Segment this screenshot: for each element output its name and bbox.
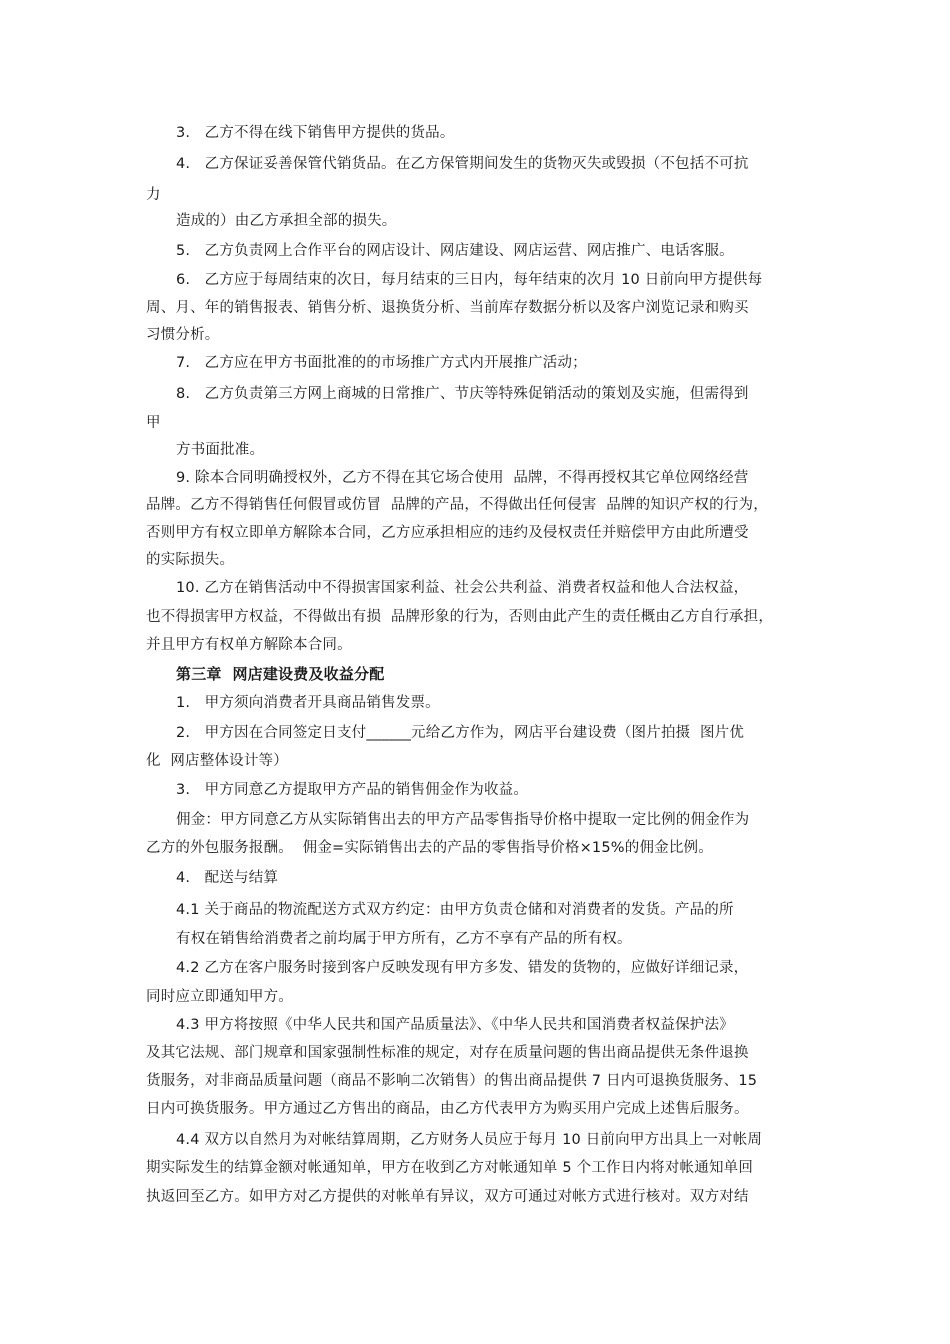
clause-5-text: 5. 乙方负责网上合作平台的网店设计、网店建设、网店运营、网店推广、电话客服。 — [176, 243, 734, 259]
clause-6-line-3: 习惯分析。 — [146, 327, 220, 343]
ch3-clause-2-text: 2. 甲方因在合同签定日支付______元给乙方作为，网店平台建设费（图片拍摄 图片优 — [176, 725, 745, 741]
ch3-clause-1-text: 1. 甲方须向消费者开具商品销售发票。 — [176, 695, 440, 711]
clause-8-text: 8. 乙方负责第三方网上商城的日常推广、节庆等特殊促销活动的策划及实施，但需得到 — [176, 386, 749, 402]
clause-3-text: 3. 乙方不得在线下销售甲方提供的货品。 — [176, 125, 455, 141]
ch3-clause-4-text: 4. 配送与结算 — [176, 870, 279, 886]
clause-7-text: 7. 乙方应在甲方书面批准的的市场推广方式内开展推广活动； — [176, 355, 587, 371]
clause-4-1-text: 4.1 关于商品的物流配送方式双方约定：由甲方负责仓储和对消费者的发货。产品的所 — [176, 902, 734, 918]
clause-9-text: 9. 除本合同明确授权外，乙方不得在其它场合使用 品牌，不得再授权其它单位网络经营 — [176, 470, 749, 486]
chapter-3-heading: 第三章 网店建设费及收益分配 — [176, 665, 385, 683]
clause-6-text: 6. 乙方应于每周结束的次日，每月结束的三日内，每年结束的次月 10 日前向甲方提供每 — [176, 272, 763, 288]
clause-8-continued: 方书面批准。 — [176, 442, 265, 458]
clause-8-wrap: 甲 — [146, 415, 161, 431]
clause-9-line-4: 的实际损失。 — [146, 552, 235, 568]
commission-text: 佣金：甲方同意乙方从实际销售出去的甲方产品零售指导价格中提取一定比例的佣金作为 — [176, 812, 750, 828]
clause-4-continued: 造成的）由乙方承担全部的损失。 — [176, 213, 397, 229]
clause-9-line-3: 否则甲方有权立即单方解除本合同，乙方应承担相应的违约及侵权责任并赔偿甲方由此所遭受 — [146, 525, 749, 541]
clause-4-3-line-2: 及其它法规、部门规章和国家强制性标准的规定，对存在质量问题的售出商品提供无条件退换 — [146, 1045, 749, 1061]
clause-10-line-2: 也不得损害甲方权益，不得做出有损 品牌形象的行为，否则由此产生的责任概由乙方自行承担， — [146, 609, 774, 625]
clause-4-4-line-2: 期实际发生的结算金额对帐通知单，甲方在收到乙方对帐通知单 5 个工作日内将对帐通知单回 — [146, 1160, 754, 1176]
clause-4-4-text: 4.4 双方以自然月为对帐结算周期，乙方财务人员应于每月 10 日前向甲方出具上一对帐周 — [176, 1132, 763, 1148]
clause-4-3-line-3: 货服务，对非商品质量问题（商品不影响二次销售）的售出商品提供 7 日内可退换货服务、15 — [146, 1073, 758, 1089]
clause-4-wrap: 力 — [146, 187, 161, 203]
clause-4-2-line-2: 同时应立即通知甲方。 — [146, 989, 293, 1005]
ch3-clause-2-line-2: 化 网店整体设计等） — [146, 753, 288, 769]
clause-4-1-line-2: 有权在销售给消费者之前均属于甲方所有，乙方不享有产品的所有权。 — [176, 931, 632, 947]
clause-10-line-3: 并且甲方有权单方解除本合同。 — [146, 637, 352, 653]
clause-9-line-2: 品牌。乙方不得销售任何假冒或仿冒 品牌的产品，不得做出任何侵害 品牌的知识产权的行为， — [146, 497, 768, 513]
clause-10-text: 10. 乙方在销售活动中不得损害国家利益、社会公共利益、消费者权益和他人合法权益， — [176, 580, 749, 596]
clause-4-3-text: 4.3 甲方将按照《中华人民共和国产品质量法》、《中华人民共和国消费者权益保护法》 — [176, 1017, 734, 1033]
clause-4-2-text: 4.2 乙方在客户服务时接到客户反映发现有甲方多发、错发的货物的，应做好详细记录， — [176, 960, 749, 976]
clause-4-text: 4. 乙方保证妥善保管代销货品。在乙方保管期间发生的货物灭失或毁损（不包括不可抗 — [176, 156, 749, 172]
commission-line-2: 乙方的外包服务报酬。 佣金=实际销售出去的产品的零售指导价格×15%的佣金比例。 — [146, 840, 713, 856]
clause-6-line-2: 周、月、年的销售报表、销售分析、退换货分析、当前库存数据分析以及客户浏览记录和购买 — [146, 300, 749, 316]
clause-4-3-line-4: 日内可换货服务。甲方通过乙方售出的商品，由乙方代表甲方为购买用户完成上述售后服务。 — [146, 1101, 749, 1117]
ch3-clause-3-text: 3. 甲方同意乙方提取甲方产品的销售佣金作为收益。 — [176, 782, 529, 798]
clause-4-4-line-3: 执返回至乙方。如甲方对乙方提供的对帐单有异议，双方可通过对帐方式进行核对。双方对结 — [146, 1189, 749, 1205]
